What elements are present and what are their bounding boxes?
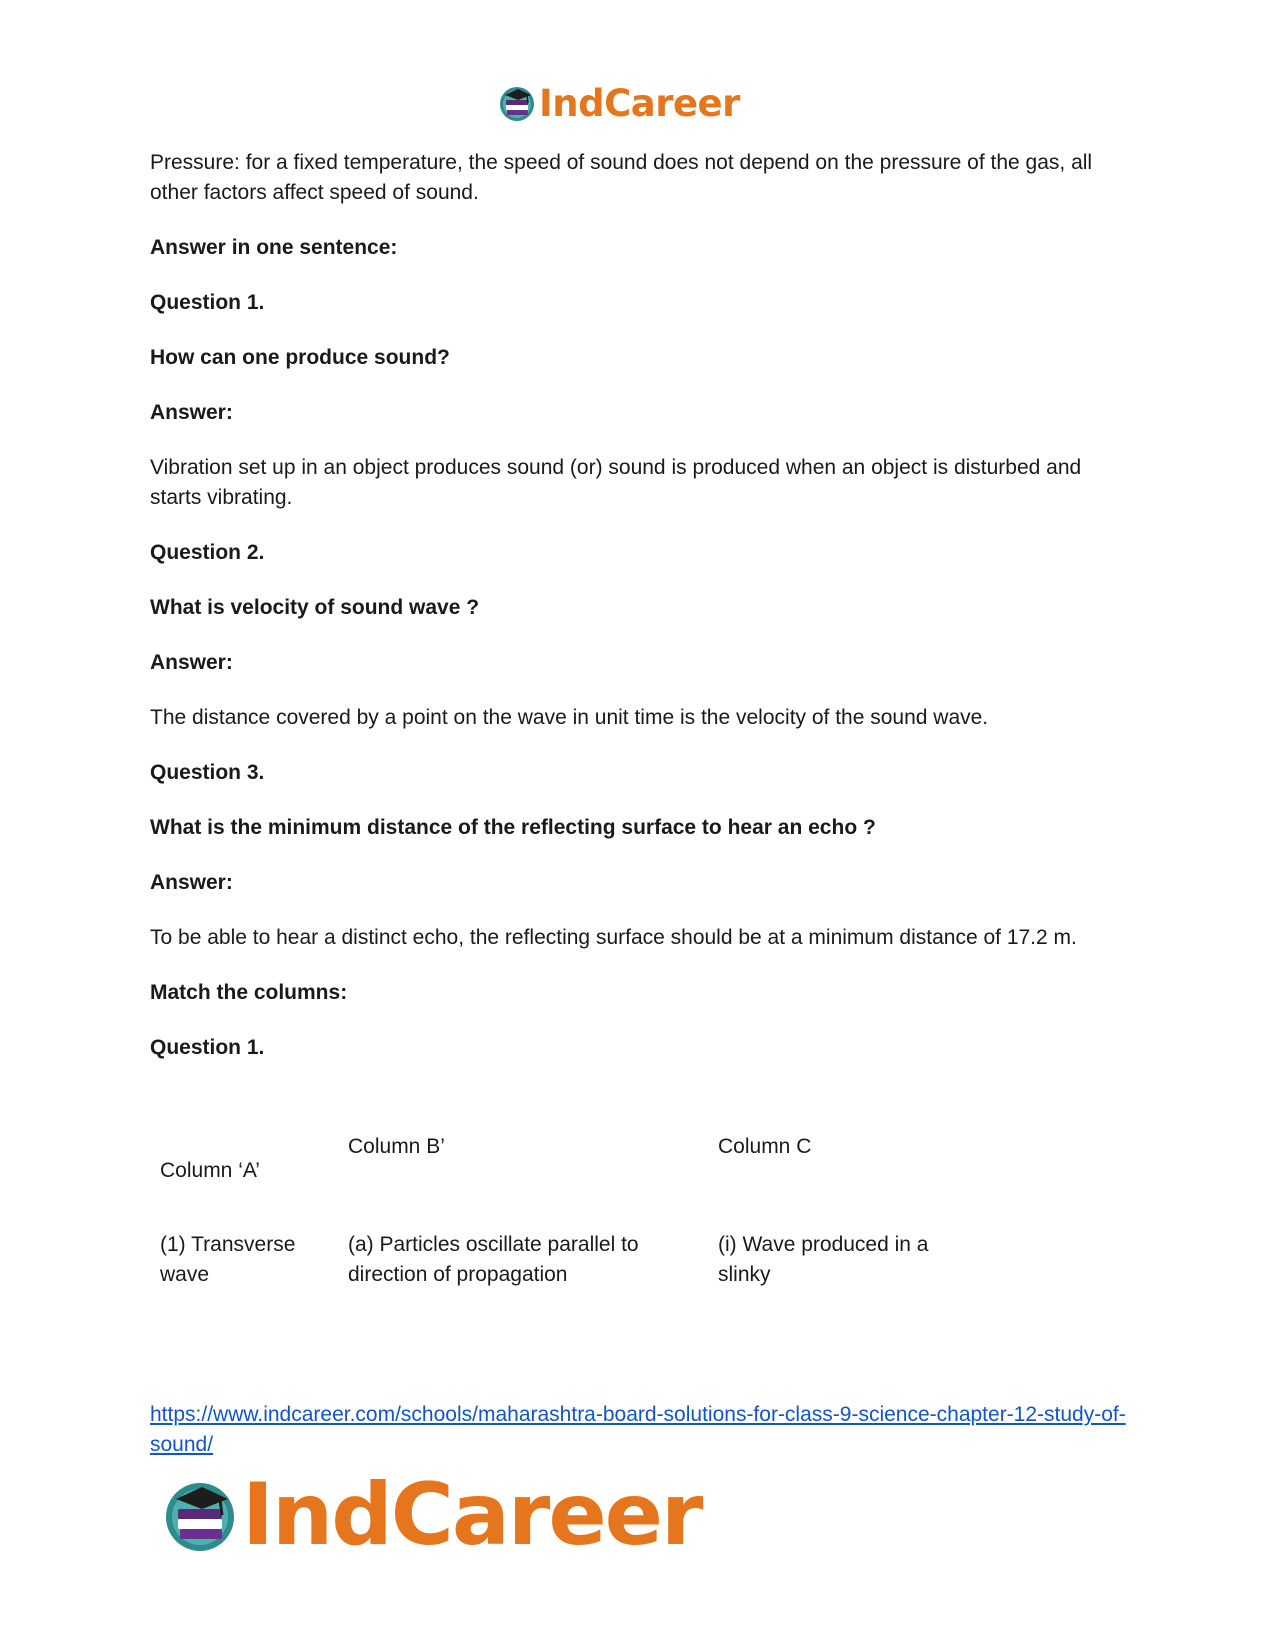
pressure-paragraph: Pressure: for a fixed temperature, the speed of sound does not depend on the pressure of the gas, all other factors affect speed of sound.	[150, 151, 1093, 204]
table-header-column-a: Column ‘A’	[160, 1159, 260, 1182]
table-cell-row1-col-a: (1) Transverse wave	[160, 1233, 296, 1286]
question-2-label: Question 2.	[150, 541, 265, 564]
header-logo	[497, 80, 740, 126]
section-heading-one-sentence: Answer in one sentence:	[150, 236, 398, 259]
table-header-column-b: Column B’	[348, 1135, 445, 1158]
question-3-answer-label: Answer:	[150, 871, 233, 894]
source-url-link[interactable]: https://www.indcareer.com/schools/maharashtra-board-solutions-for-class-9-science-chapter-12-study-of-sound/	[150, 1403, 1126, 1456]
graduation-books-icon	[497, 83, 537, 123]
document-body	[150, 148, 1130, 1063]
footer-logo	[160, 1465, 702, 1565]
graduation-books-icon	[160, 1475, 240, 1555]
header-logo-text: IndCareer	[539, 81, 740, 125]
table-cell-row1-col-b: (a) Particles oscillate parallel to direction of propagation	[348, 1233, 639, 1286]
question-3-label: Question 3.	[150, 761, 265, 784]
question-2-answer: The distance covered by a point on the wave in unit time is the velocity of the sound wave.	[150, 706, 989, 729]
match-question-1-label: Question 1.	[150, 1036, 265, 1059]
question-1-text: How can one produce sound?	[150, 346, 450, 369]
section-heading-match-columns: Match the columns:	[150, 981, 348, 1004]
question-1-answer-label: Answer:	[150, 401, 233, 424]
question-3-text: What is the minimum distance of the reflecting surface to hear an echo ?	[150, 816, 876, 839]
question-1-label: Question 1.	[150, 291, 265, 314]
question-2-answer-label: Answer:	[150, 651, 233, 674]
table-cell-row1-col-c: (i) Wave produced in a slinky	[718, 1233, 929, 1286]
table-header-column-c: Column C	[718, 1135, 812, 1158]
footer-logo-text: IndCareer	[242, 1465, 702, 1565]
question-1-answer: Vibration set up in an object produces sound (or) sound is produced when an object is disturbed and starts vibrating.	[150, 456, 1082, 509]
question-2-text: What is velocity of sound wave ?	[150, 596, 480, 619]
question-3-answer: To be able to hear a distinct echo, the reflecting surface should be at a minimum distance of 17.2 m.	[150, 926, 1077, 949]
